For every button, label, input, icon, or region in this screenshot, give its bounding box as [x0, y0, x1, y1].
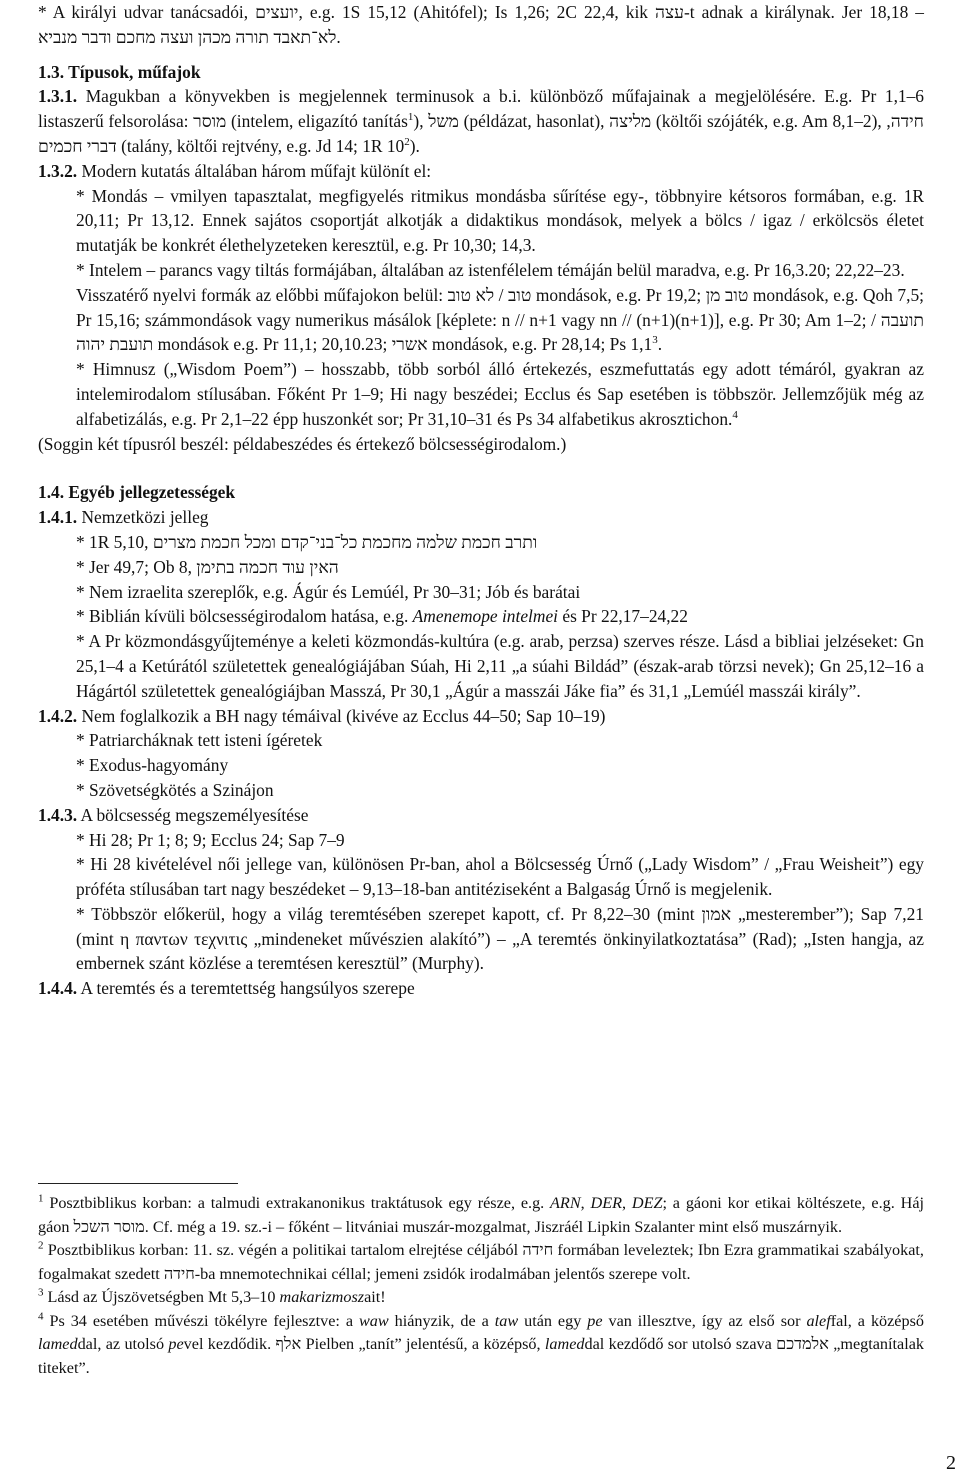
section-number-1-4-1: 1.4.1.: [38, 507, 78, 528]
bullet-exodus: * Exodus-hagyomány: [76, 755, 229, 776]
footnote-1: $^1$ Posztbiblikus korban: a talmudi extrakanonikus traktátusok egy része, e.g. ARN, DER, DEZ; a gáoni kor etikai költészete, e.g. Háj gáon מוסר השכל. Cf. még a 19. sz.-i – főként – litvániai muszár-mozgalmat, Jiszráél Lipkin Szalanter mint első muszárnyik.: [38, 1192, 925, 1236]
paragraph-1-4-4: 1.4.4. A teremtés és a teremtettség hangsúlyos szerepe: [38, 978, 415, 999]
document-page: [38, 0, 925, 1377]
section-number-1-4-2: 1.4.2.: [38, 705, 78, 726]
bullet-patriarchak: * Patriarcháknak tett isteni ígéretek: [76, 730, 323, 751]
paragraph-1-3-1: 1.3.1. Magukban a könyvekben is megjelennek terminusok a b.i. különböző műfajainak a megjelölésére. E.g. Pr 1,1–6 listaszerű felsorolása: מוסר (intelem, eligazító tanítás$^1$), משל (példázat, hasonlat), מליצה (költői szójáték, e.g. Am 8,1–2), חידה, דברי חכמים (talány, költői rejtvény, e.g. Jd 14; 1R $10^2$).: [38, 86, 924, 156]
bullet-teremtes: * Többször előkerül, hogy a világ teremtésében szerepet kapott, cf. Pr 8,22–30 (mint אמון „mesterember”); Sap 7,21 (mint η παντων τεχνιτις „mindeneket művészien alakító”) – „A teremtés önkinyilatkoztatása” (Rad); „Isten hangja, az embernek szánt közlése a teremtésen keresztül” (Murphy).: [76, 903, 924, 974]
footnote-ref-3[interactable]: 3: [652, 334, 658, 347]
section-number-1-3-2: 1.3.2.: [38, 160, 78, 181]
section-number-1-3-1: 1.3.1.: [38, 86, 78, 107]
paragraph-nyelvi-formak: Visszatérő nyelvi formák az előbbi műfajokon belül: טוב / לא טוב mondások, e.g. Pr 19,2; טוב מן mondások, e.g. Qoh 7,5; Pr 15,16; számmondások vagy numerikus másálok [képlete: n // n+1 vagy nn // (n+1)(n+1)], e.g. Pr 30; Am 1–2; תועבה / תועבת יהוה mondások e.g. Pr 11,1; 20,10.23; אשרי mondások, e.g. Pr 28,14; Ps $1,1^3$.: [76, 284, 924, 355]
bullet-biblian-kivuli: * Biblián kívüli bölcsességirodalom hatása, e.g. Amenemope intelmei és Pr 22,17–24,22: [76, 606, 688, 627]
section-number-1-4-4: 1.4.4.: [38, 978, 78, 999]
footnote-4: $^4$ Ps 34 esetében művészi tökélyre fejlesztve: a waw hiányzik, de a taw után egy pe van illesztve, így az első sor aleffal, a középső lameddal, az utolsó pevel kezdődik. אלף Pielben „tanít” jelentésű, a középső, lameddal kezdődő sor utolsó szava אלמדכם „megtanítalak titeket”.: [38, 1310, 924, 1377]
section-number-1-4-3: 1.4.3.: [38, 804, 78, 825]
footnote-ref-2[interactable]: 2: [404, 136, 410, 149]
bullet-intelem: * Intelem – parancs vagy tiltás formájában, általában az istenfélelem témáján belül maradva, e.g. Pr 16,3.20; 22,22–23.: [76, 259, 905, 280]
royal-counselors-line: * A királyi udvar tanácsadói, יועצים, e.g. 1S 15,12 (Ahitófel); Is 1,26; 2C 22,4, kik עצה-t adnak a királynak. Jer 18,18 – לא־תאבד תורה מכהן ועצה מחכם ודבר מנביא.: [38, 2, 924, 47]
bullet-1r-5-10: * 1R 5,10, ותרב חכמת שלמה מחכמת כל־בני־קדם ומכל חכמת מצרים: [76, 531, 538, 552]
bullet-noi-jelleg: * Hi 28 kivételével női jellege van, különösen Pr-ban, ahol a Bölcsesség Úrnő („Lady Wisdom” / „Frau Weisheit”) egy próféta stílusában tart nagy beszédeket – 9,13–18-ban antitéziseként a Balgaság Úrnő is megjelenik.: [76, 854, 924, 900]
soggin-note: (Soggin két típusról beszél: példabeszédes és értekező bölcsességirodalom.): [38, 433, 567, 454]
footnotes: [38, 1183, 924, 1380]
bullet-szovetseg: * Szövetségkötés a Szinájon: [76, 779, 274, 800]
footnote-separator: [38, 1183, 238, 1184]
paragraph-1-4-2: 1.4.2. Nem foglalkozik a BH nagy témáival (kivéve az Ecclus 44–50; Sap 10–19): [38, 705, 606, 726]
bullet-hi-28: * Hi 28; Pr 1; 8; 9; Ecclus 24; Sap 7–9: [76, 829, 345, 850]
footnote-2: $^2$ Posztbiblikus korban: 11. sz. végén a politikai tartalom elrejtése céljából חידה formában leveleztek; Ibn Ezra grammatikai szabályokat, fogalmakat szedett חידה-ba mnemotechnikai céllal; jemeni zsidók irodalmában jelentős szerepe volt.: [38, 1239, 924, 1283]
page-number: 2: [946, 1452, 956, 1474]
paragraph-1-4-3: 1.4.3. A bölcsesség megszemélyesítése: [38, 804, 309, 825]
heading-1-4: 1.4. Egyéb jellegzetességek: [38, 482, 236, 503]
paragraph-1-3-2: 1.3.2. Modern kutatás általában három műfajt különít el:: [38, 160, 432, 181]
heading-1-3: 1.3. Típusok, műfajok: [38, 61, 201, 82]
bullet-mondas: * Mondás – vmilyen tapasztalat, megfigyelés ritmikus mondásba sűrítése egy-, többnyire kétsoros formában, e.g. 1R 20,11; Pr 13,12. Ennek sajátos csoportját alkotják a didaktikus mondások, melyek a bölcs / igaz / erkölcsös életet mutatják be konkrét élethelyzeteken keresztül, e.g. Pr 10,30; 14,3.: [76, 185, 924, 256]
bullet-himnusz: * Himnusz („Wisdom Poem”) – hosszabb, több sorból álló értekezés, eszmefuttatás egy adott témáról, gyakran az intelemirodalom stílusában. Főként Pr 1–9; Hi nagy beszédei; Ecclus és Sap esetében is többször. Jellemzőjük még az alfabetizálás, e.g. Pr 2,1–22 épp huszonkét sor; Pr 31,10–31 és Ps 34 alfabetikus akrosztichon.$^4$: [76, 359, 924, 429]
bullet-jer-49-7: * Jer 49,7; Ob 8, האין עוד חכמה בתימן: [76, 556, 339, 577]
footnote-ref-4[interactable]: 4: [732, 408, 738, 421]
paragraph-1-4-1: 1.4.1. Nemzetközi jelleg: [38, 507, 209, 528]
bullet-kozmondas: * A Pr közmondásgyűjteménye a keleti közmondás-kultúra (e.g. arab, perzsa) szerves része. Lásd a bibliai jelzéseket: Gn 25,1–4 a Ketúrától születettek genealógiájában Súah, Hi 2,11 „a súahi Bildád” (észak-arab törzsi nevek); Gn 25,12–16 a Hágártól születettek genealógiájban Masszá, Pr 30,1 „Ágúr a masszái Jáke fia” és 31,1 „Lemúél masszái király”.: [76, 631, 924, 701]
bullet-nem-izraelita: * Nem izraelita szereplők, e.g. Ágúr és Lemúél, Pr 30–31; Jób és barátai: [76, 581, 581, 602]
footnote-ref-1[interactable]: 1: [407, 111, 414, 124]
footnote-3: $^3$ Lásd az Újszövetségben Mt 5,3–10 makarizmoszait!: [38, 1286, 386, 1306]
